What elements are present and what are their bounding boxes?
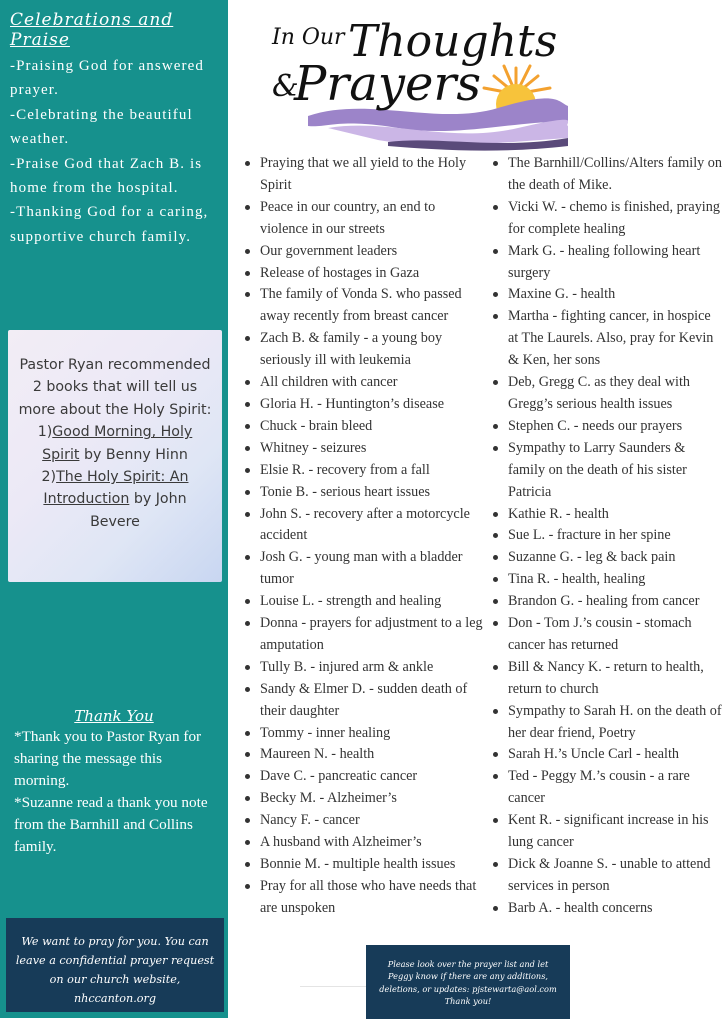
update-request-box <box>366 945 570 1019</box>
list-item: Whitney - seizures <box>238 438 484 460</box>
list-item: Elsie R. - recovery from a fall <box>238 460 484 482</box>
thank-you-item: *Suzanne read a thank you note from the Barnhill and Collins family. <box>14 794 208 855</box>
list-item: Maxine G. - health <box>486 284 724 306</box>
book1-author: by Benny Hinn <box>79 446 188 463</box>
list-item: Zach B. & family - a young boy seriously ill with leukemia <box>238 328 484 372</box>
book2-title: The Holy Spirit: An Introduction <box>43 469 189 508</box>
books-intro: Pastor Ryan recommended 2 books that will tell us more about the Holy Spirit: <box>18 357 212 418</box>
prayer-list-right <box>486 153 724 920</box>
list-item: Bill & Nancy K. - return to health, return to church <box>486 657 724 701</box>
list-item: Tully B. - injured arm & ankle <box>238 657 484 679</box>
logo-ampersand: & <box>272 69 299 104</box>
list-item: Donna - prayers for adjustment to a leg amputation <box>238 613 484 657</box>
list-item: Sandy & Elmer D. - sudden death of their daughter <box>238 679 484 723</box>
celebration-item: -Praise God that Zach B. is home from the hospital. <box>10 155 203 197</box>
list-item: Deb, Gregg C. as they deal with Gregg’s serious health issues <box>486 372 724 416</box>
book-recommendation-text <box>18 354 212 533</box>
list-item: Don - Tom J.’s cousin - stomach cancer has returned <box>486 613 724 657</box>
list-item: Our government leaders <box>238 241 484 263</box>
list-item: Chuck - brain bleed <box>238 416 484 438</box>
list-item: Maureen N. - health <box>238 744 484 766</box>
list-item: Dave C. - pancreatic cancer <box>238 766 484 788</box>
prayer-list-left <box>238 153 484 920</box>
list-item: A husband with Alzheimer’s <box>238 832 484 854</box>
list-item: Suzanne G. - leg & back pain <box>486 547 724 569</box>
celebrations-title: Celebrations and Praise <box>10 10 174 50</box>
list-item: John S. - recovery after a motorcycle accident <box>238 504 484 548</box>
list-item: Sue L. - fracture in her spine <box>486 525 724 547</box>
list-item: Becky M. - Alzheimer’s <box>238 788 484 810</box>
list-item: Dick & Joanne S. - unable to attend services in person <box>486 854 724 898</box>
logo-prayers: Prayers <box>294 56 481 112</box>
list-item: Pray for all those who have needs that are unspoken <box>238 876 484 920</box>
list-item: Bonnie M. - multiple health issues <box>238 854 484 876</box>
book2-author: by John Bevere <box>90 491 187 530</box>
list-item: Nancy F. - cancer <box>238 810 484 832</box>
list-item: Kathie R. - health <box>486 504 724 526</box>
thank-you-title: Thank You <box>74 707 154 725</box>
sidebar-bottom-divider <box>0 1018 228 1024</box>
list-item: Brandon G. - healing from cancer <box>486 591 724 613</box>
book-recommendation-box <box>8 330 222 582</box>
list-item: Josh G. - young man with a bladder tumor <box>238 547 484 591</box>
list-item: Release of hostages in Gaza <box>238 263 484 285</box>
prayer-request-text: We want to pray for you. You can leave a confidential prayer request on our church website, nhccanton.org <box>15 935 215 1005</box>
celebration-item: -Thanking God for a caring, supportive church family. <box>10 204 209 245</box>
list-item: Sarah H.’s Uncle Carl - health <box>486 744 724 766</box>
list-item: Praying that we all yield to the Holy Spirit <box>238 153 484 197</box>
thank-you-item: *Thank you to Pastor Ryan for sharing the message this morning. <box>14 728 202 789</box>
list-item: Sympathy to Sarah H. on the death of her dear friend, Poetry <box>486 701 724 745</box>
list-item: Tina R. - health, healing <box>486 569 724 591</box>
list-item: Martha - fighting cancer, in hospice at The Laurels. Also, pray for Kevin & Ken, her sons <box>486 306 724 372</box>
list-item: Louise L. - strength and healing <box>238 591 484 613</box>
logo-in-our: In Our <box>272 25 345 50</box>
celebrations-section <box>10 10 222 249</box>
list-item: The Barnhill/Collins/Alters family on the death of Mike. <box>486 153 724 197</box>
update-request-text: Please look over the prayer list and let Peggy know if there are any additions, deletions, or updates: pjstewarta@aol.com Thank you! <box>379 959 557 1007</box>
list-item: The family of Vonda S. who passed away recently from breast cancer <box>238 284 484 328</box>
thank-you-section <box>14 726 220 858</box>
list-item: Kent R. - significant increase in his lung cancer <box>486 810 724 854</box>
thoughts-and-prayers-logo <box>268 4 568 152</box>
list-item: Vicki W. - chemo is finished, praying for complete healing <box>486 197 724 241</box>
list-item: Barb A. - health concerns <box>486 898 724 920</box>
list-item: Gloria H. - Huntington’s disease <box>238 394 484 416</box>
list-item: Peace in our country, an end to violence in our streets <box>238 197 484 241</box>
list-item: Tonie B. - serious heart issues <box>238 482 484 504</box>
list-item: Ted - Peggy M.’s cousin - a rare cancer <box>486 766 724 810</box>
book2-prefix: 2) <box>41 469 57 486</box>
book1-prefix: 1) <box>37 424 53 441</box>
list-item: Sympathy to Larry Saunders & family on the death of his sister Patricia <box>486 438 724 504</box>
logo-thoughts: Thoughts <box>348 16 558 67</box>
list-item: Stephen C. - needs our prayers <box>486 416 724 438</box>
list-item: Tommy - inner healing <box>238 723 484 745</box>
prayer-request-box <box>6 918 224 1012</box>
book1-title: Good Morning, Holy Spirit <box>42 424 193 463</box>
list-item: Mark G. - healing following heart surgery <box>486 241 724 285</box>
celebration-item: -Praising God for answered prayer. <box>10 58 204 99</box>
footer-divider <box>300 986 366 987</box>
list-item: All children with cancer <box>238 372 484 394</box>
celebration-item: -Celebrating the beautiful weather. <box>10 106 193 148</box>
